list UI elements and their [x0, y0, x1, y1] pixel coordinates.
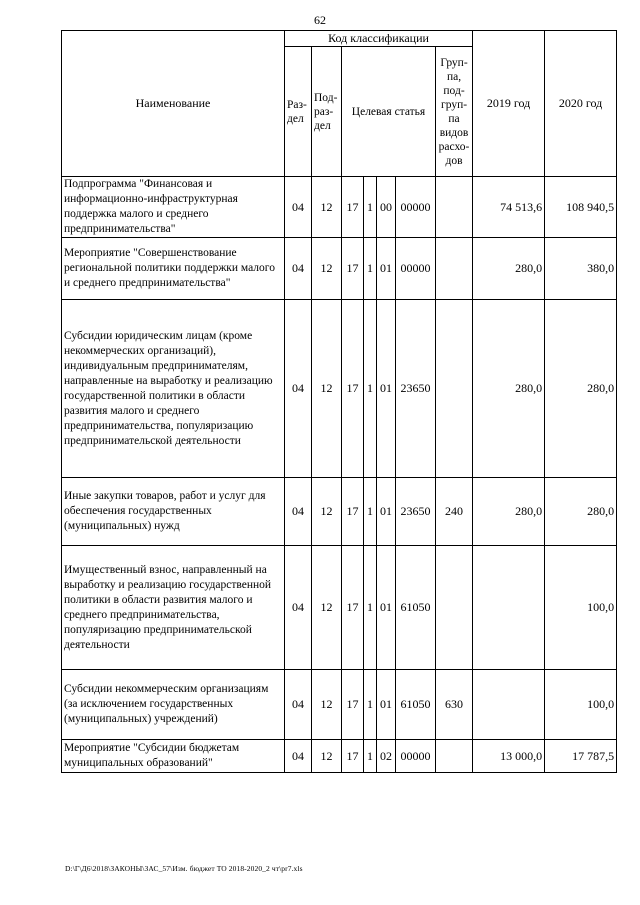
- header-subsection: Под- раз- дел: [312, 47, 342, 177]
- row-target-subprogram: 1: [364, 177, 377, 238]
- row-expense-group: [436, 177, 473, 238]
- row-amount-2020: 17 787,5: [545, 740, 617, 773]
- row-target-event: 02: [377, 740, 396, 773]
- row-expense-group: [436, 740, 473, 773]
- row-target-event: 00: [377, 177, 396, 238]
- row-amount-2020: 100,0: [545, 670, 617, 740]
- header-year-2019: 2019 год: [473, 31, 545, 177]
- row-target-direction: 61050: [396, 670, 436, 740]
- row-section: 04: [285, 238, 312, 300]
- row-amount-2020: 380,0: [545, 238, 617, 300]
- row-target-program: 17: [342, 300, 364, 478]
- row-target-subprogram: 1: [364, 546, 377, 670]
- row-section: 04: [285, 546, 312, 670]
- row-amount-2019: 280,0: [473, 238, 545, 300]
- row-section: 04: [285, 300, 312, 478]
- row-amount-2019: [473, 546, 545, 670]
- header-name: Наименование: [62, 31, 285, 177]
- row-section: 04: [285, 478, 312, 546]
- row-amount-2019: 280,0: [473, 300, 545, 478]
- row-name: Имущественный взнос, направленный на выработку и реализацию государственной политики в области развития малого и среднего предпринимательства, популяризацию предпринимательской деятельности: [62, 546, 285, 670]
- row-target-event: 01: [377, 670, 396, 740]
- row-amount-2020: 100,0: [545, 546, 617, 670]
- row-target-subprogram: 1: [364, 300, 377, 478]
- row-target-event: 01: [377, 478, 396, 546]
- row-target-direction: 00000: [396, 177, 436, 238]
- row-expense-group: [436, 238, 473, 300]
- row-name: Иные закупки товаров, работ и услуг для обеспечения государственных (муниципальных) нужд: [62, 478, 285, 546]
- row-amount-2020: 108 940,5: [545, 177, 617, 238]
- table-row: [62, 670, 617, 740]
- budget-table: [61, 30, 617, 773]
- row-target-event: 01: [377, 238, 396, 300]
- row-amount-2019: 280,0: [473, 478, 545, 546]
- row-target-program: 17: [342, 546, 364, 670]
- row-target-program: 17: [342, 478, 364, 546]
- row-target-event: 01: [377, 300, 396, 478]
- row-section: 04: [285, 740, 312, 773]
- row-name: Мероприятие "Субсидии бюджетам муниципальных образований": [62, 740, 285, 773]
- row-target-subprogram: 1: [364, 670, 377, 740]
- row-target-event: 01: [377, 546, 396, 670]
- row-amount-2020: 280,0: [545, 300, 617, 478]
- header-section: Раз- дел: [285, 47, 312, 177]
- row-target-subprogram: 1: [364, 478, 377, 546]
- row-amount-2019: [473, 670, 545, 740]
- row-target-direction: 00000: [396, 238, 436, 300]
- table-row: [62, 177, 617, 238]
- header-expense-group: Груп- па, под- груп- па видов расхо- дов: [436, 47, 473, 177]
- row-target-program: 17: [342, 740, 364, 773]
- row-name: Подпрограмма "Финансовая и информационно-инфраструктурная поддержка малого и среднего предпринимательства": [62, 177, 285, 238]
- row-target-program: 17: [342, 670, 364, 740]
- table-row: [62, 546, 617, 670]
- row-name: Субсидии некоммерческим организациям (за исключением государственных (муниципальных) учреждений): [62, 670, 285, 740]
- row-subsection: 12: [312, 300, 342, 478]
- row-amount-2019: 13 000,0: [473, 740, 545, 773]
- row-target-direction: 61050: [396, 546, 436, 670]
- row-amount-2019: 74 513,6: [473, 177, 545, 238]
- row-subsection: 12: [312, 238, 342, 300]
- row-target-direction: 00000: [396, 740, 436, 773]
- row-amount-2020: 280,0: [545, 478, 617, 546]
- row-subsection: 12: [312, 177, 342, 238]
- header-target-article: Целевая статья: [342, 47, 436, 177]
- row-expense-group: 240: [436, 478, 473, 546]
- header-year-2020: 2020 год: [545, 31, 617, 177]
- row-subsection: 12: [312, 546, 342, 670]
- row-section: 04: [285, 670, 312, 740]
- row-name: Субсидии юридическим лицам (кроме некоммерческих организаций), индивидуальным предпринимателям, направленные на выработку и реализацию государственной политики в области развития малого и среднего предпринимательства, популяризацию предпринимательской деятельности: [62, 300, 285, 478]
- row-target-subprogram: 1: [364, 238, 377, 300]
- row-target-program: 17: [342, 238, 364, 300]
- table-row: [62, 478, 617, 546]
- table-row: [62, 238, 617, 300]
- row-subsection: 12: [312, 740, 342, 773]
- row-target-direction: 23650: [396, 478, 436, 546]
- row-target-direction: 23650: [396, 300, 436, 478]
- page-number: 62: [314, 13, 326, 27]
- row-subsection: 12: [312, 670, 342, 740]
- row-expense-group: [436, 546, 473, 670]
- row-name: Мероприятие "Совершенствование региональной политики поддержки малого и среднего предпринимательства": [62, 238, 285, 300]
- row-target-subprogram: 1: [364, 740, 377, 773]
- row-expense-group: [436, 300, 473, 478]
- header-classification: Код классификации: [285, 31, 473, 47]
- table-row: [62, 300, 617, 478]
- row-subsection: 12: [312, 478, 342, 546]
- row-target-program: 17: [342, 177, 364, 238]
- footer-file-path: D:\Г\Д6\2018\ЗАКОНЫ\ЗАС_57\Изм. бюджет ТО 2018-2020_2 чт\pr7.xls: [65, 864, 303, 873]
- table-row: [62, 740, 617, 773]
- row-expense-group: 630: [436, 670, 473, 740]
- row-section: 04: [285, 177, 312, 238]
